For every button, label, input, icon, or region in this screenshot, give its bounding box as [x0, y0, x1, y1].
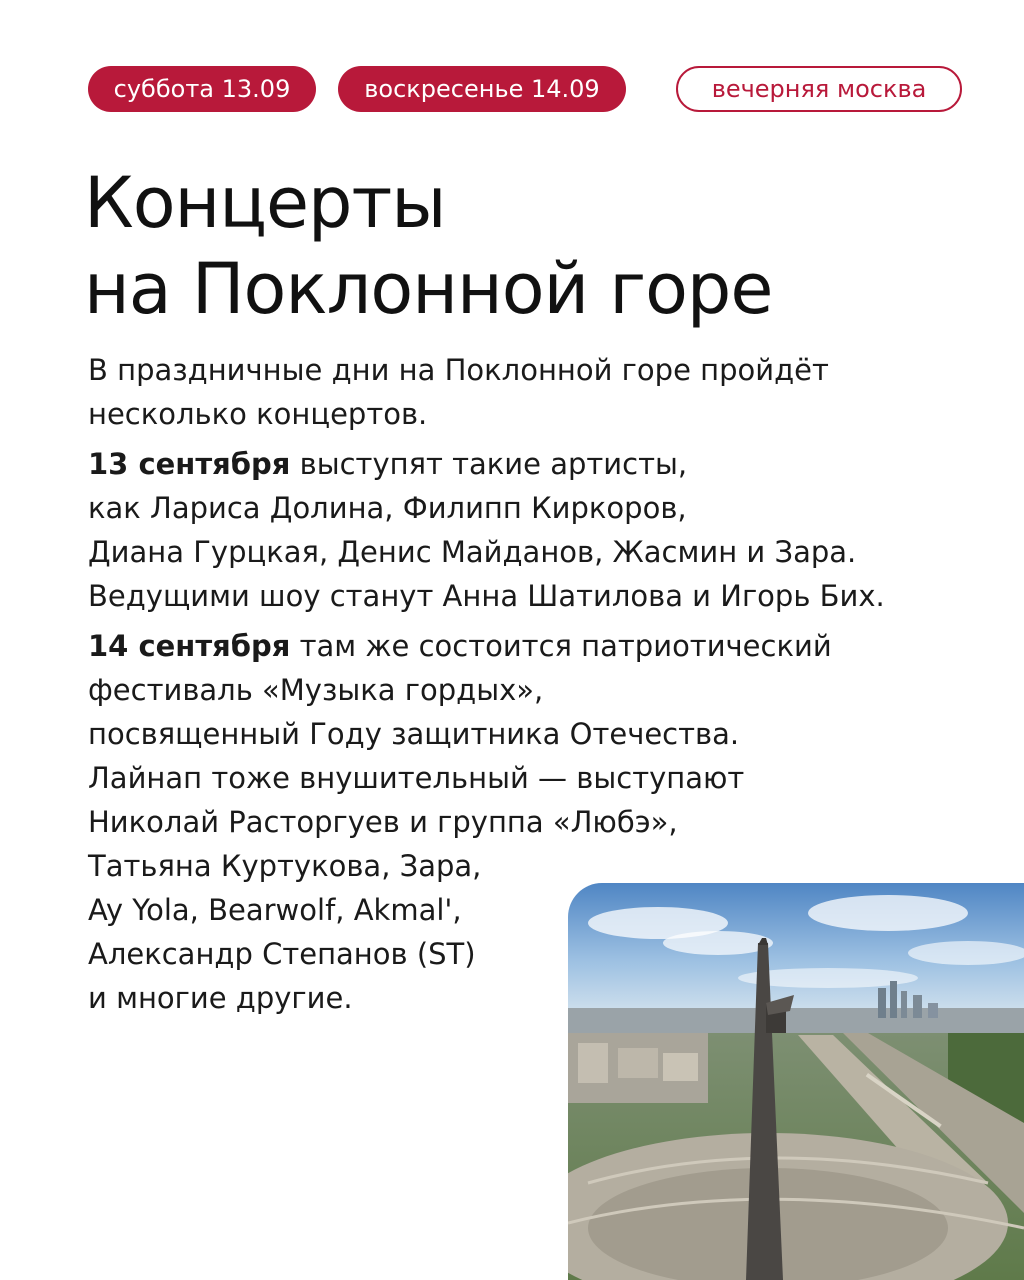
day14-date: 14 сентября: [88, 629, 291, 663]
day13-line-4: Ведущими шоу станут Анна Шатилова и Игорь Бих.: [88, 579, 885, 613]
day13-date: 13 сентября: [88, 447, 291, 481]
page-title: [84, 160, 984, 332]
day13-paragraph: [88, 442, 968, 618]
title-line-1: Концерты: [84, 162, 446, 244]
poklonnaya-gora-photo: [568, 883, 1024, 1280]
date-tags: [88, 66, 962, 112]
day13-line-2: как Лариса Долина, Филипп Киркоров,: [88, 491, 687, 525]
day14-line-7: Ay Yola, Bearwolf, Akmal',: [88, 893, 462, 927]
day13-line-3: Диана Гурцкая, Денис Майданов, Жасмин и Зара.: [88, 535, 857, 569]
intro-line-2: несколько концертов.: [88, 397, 428, 431]
tag-saturday: суббота 13.09: [88, 66, 316, 112]
day14-line-1: [88, 624, 968, 668]
intro-line-1: В праздничные дни на Поклонной горе пройдёт: [88, 353, 829, 387]
aerial-photo-illustration: [568, 883, 1024, 1280]
day14-line-9: и многие другие.: [88, 981, 353, 1015]
title-line-2: на Поклонной горе: [84, 248, 773, 330]
day14-line-1-text: там же состоится патриотический: [290, 629, 832, 663]
day13-line-1-text: выступят такие артисты,: [290, 447, 688, 481]
day14-line-2: фестиваль «Музыка гордых»,: [88, 673, 544, 707]
day14-line-5: Николай Расторгуев и группа «Любэ»,: [88, 805, 678, 839]
tag-brand: вечерняя москва: [676, 66, 962, 112]
intro-paragraph: [88, 348, 968, 436]
day14-line-3: посвященный Году защитника Отечества.: [88, 717, 740, 751]
day14-line-8: Александр Степанов (ST): [88, 937, 476, 971]
tag-sunday: воскресенье 14.09: [338, 66, 626, 112]
day14-line-4: Лайнап тоже внушительный — выступают: [88, 761, 745, 795]
day13-line-1: [88, 442, 968, 486]
day14-line-6: Татьяна Куртукова, Зара,: [88, 849, 482, 883]
